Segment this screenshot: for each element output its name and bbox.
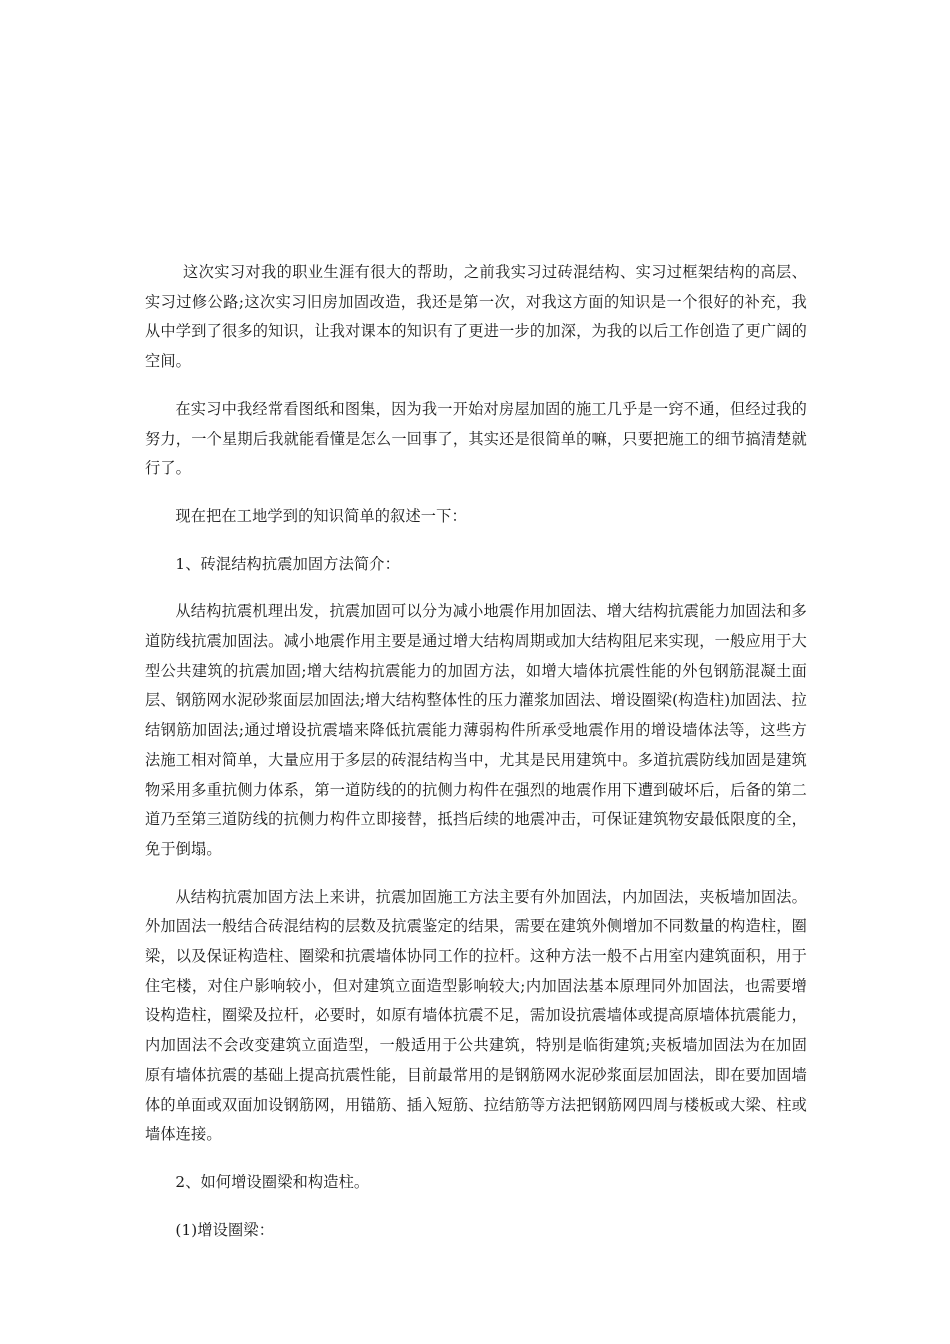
subsection-heading-ring-beam: (1)增设圈梁： xyxy=(175,1220,275,1239)
paragraph-seismic-methods: 从结构抗震加固方法上来讲，抗震加固施工方法主要有外加固法，内加固法，夹板墙加固法。外加固法一般结合砖混结构的层数及抗震鉴定的结果，需要在建筑外侧增加不同数量的构造柱，圈梁，以及保证构造柱、圈梁和抗震墙体协同工作的拉杆。这种方法一般不占用室内建筑面积，用于住宅楼，对住户影响较小，但对建筑立面造型影响较大;内加固法基本原理同外加固法，也需要增设构造柱，圈梁及拉杆，必要时，如原有墙体抗震不足，需加设抗震墙体或提高原墙体抗震能力，内加固法不会改变建筑立面造型，一般适用于公共建筑，特别是临街建筑;夹板墙加固法为在加固原有墙体抗震的基础上提高抗震性能，目前最常用的是钢筋网水泥砂浆面层加固法，即在要加固墙体的单面或双面加设钢筋网，用锚筋、插入短筋、拉结筋等方法把钢筋网四周与楼板或大梁、柱或墙体连接。 xyxy=(145,887,807,1144)
paragraph-reading-drawings: 在实习中我经常看图纸和图集，因为我一开始对房屋加固的施工几乎是一窍不通，但经过我的努力，一个星期后我就能看懂是怎么一回事了，其实还是很简单的嘛，只要把施工的细节搞清楚就行了。 xyxy=(145,399,807,478)
paragraph-internship-benefit: 这次实习对我的职业生涯有很大的帮助，之前我实习过砖混结构、实习过框架结构的高层、实习过修公路;这次实习旧房加固改造，我还是第一次，对我这方面的知识是一个很好的补充，我从中学到了很多的知识，让我对课本的知识有了更进一步的加深，为我的以后工作创造了更广阔的空间。 xyxy=(145,263,807,371)
paragraph-seismic-mechanism: 从结构抗震机理出发，抗震加固可以分为减小地震作用加固法、增大结构抗震能力加固法和多道防线抗震加固法。减小地震作用主要是通过增大结构周期或加大结构阻尼来实现，一般应用于大型公共建筑的抗震加固;增大结构抗震能力的加固方法，如增大墙体抗震性能的外包钢筋混凝土面层、钢筋网水泥砂浆面层加固法;增大结构整体性的压力灌浆加固法、增设圈梁(构造柱)加固法、拉结钢筋加固法;通过增设抗震墙来降低抗震能力薄弱构件所承受地震作用的增设墙体法等，这些方法施工相对简单，大量应用于多层的砖混结构当中，尤其是民用建筑中。多道抗震防线加固是建筑物采用多重抗侧力体系，第一道防线的的抗侧力构件在强烈的地震作用下遭到破坏后，后备的第二道乃至第三道防线的抗侧力构件立即接替，抵挡后续的地震冲击，可保证建筑物安最低限度的全，免于倒塌。 xyxy=(145,602,807,858)
document-page xyxy=(145,258,807,1263)
section-heading-1: 1、砖混结构抗震加固方法简介： xyxy=(175,554,400,573)
section-heading-2: 2、如何增设圈梁和构造柱。 xyxy=(175,1172,370,1191)
paragraph-intro-summary: 现在把在工地学到的知识简单的叙述一下： xyxy=(175,506,467,525)
